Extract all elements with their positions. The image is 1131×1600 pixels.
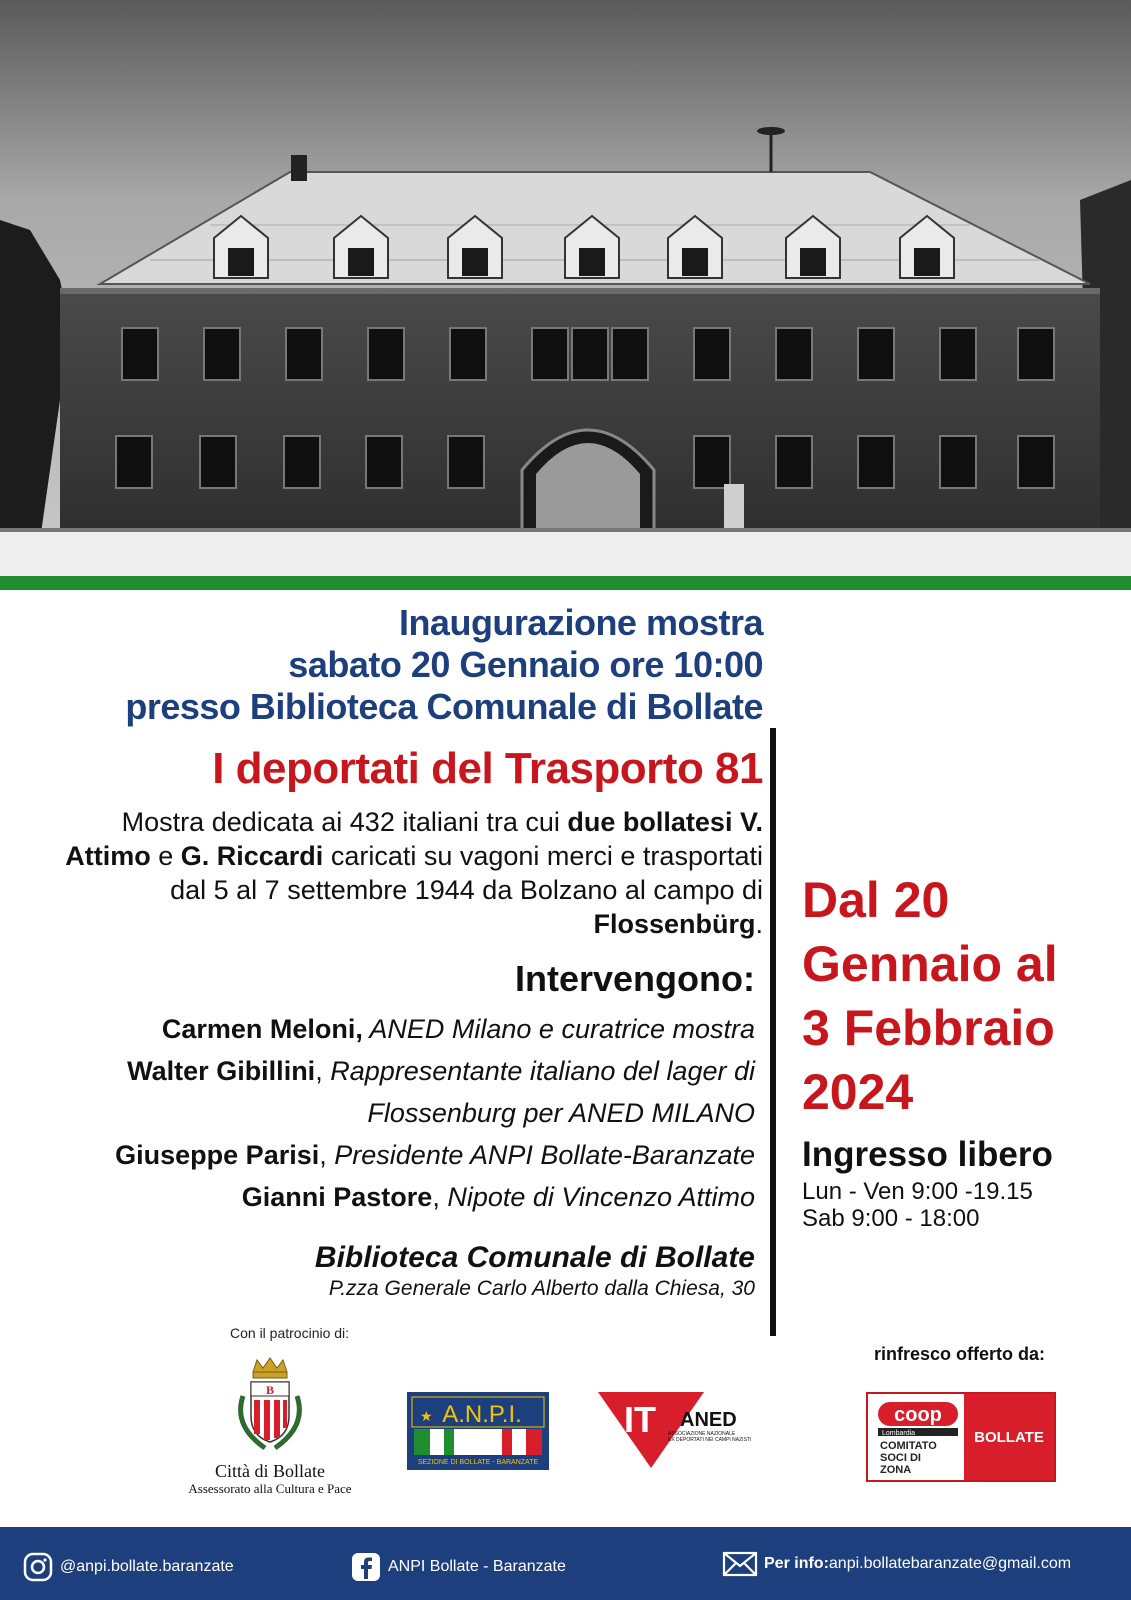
coop-region: Lombardia <box>882 1430 916 1437</box>
aned-triangle-icon <box>596 1390 756 1472</box>
patronage-label: Con il patrocinio di: <box>230 1325 350 1341</box>
facebook-page: ANPI Bollate - Baranzate <box>388 1558 566 1575</box>
info-label: Per info: <box>764 1555 829 1572</box>
comune-logo <box>170 1356 370 1496</box>
inauguration-line-1: Inaugurazione mostra <box>398 602 763 643</box>
instagram-link[interactable] <box>22 1551 234 1583</box>
aned-sub-2: EX DEPORTATI NEI CAMPI NAZISTI <box>668 1437 752 1443</box>
hours-weekdays: Lun - Ven 9:00 -19.15 <box>802 1178 1033 1205</box>
anpi-logo <box>407 1392 549 1470</box>
speakers-heading: Intervengono: <box>515 958 755 999</box>
exhibition-title: I deportati del Trasporto 81 <box>212 744 763 793</box>
anpi-section: SEZIONE DI BOLLATE - BARANZATE <box>417 1459 539 1466</box>
shield-letter: B <box>265 1383 275 1397</box>
anpi-flag-icon <box>410 1395 546 1467</box>
desc-text-4: . <box>755 909 763 939</box>
dates-line-4: 2024 <box>802 1064 914 1120</box>
desc-text-2: e <box>150 841 181 871</box>
coop-committee-1: COMITATO <box>880 1440 937 1452</box>
instagram-handle: @anpi.bollate.baranzate <box>60 1558 234 1575</box>
speakers-list <box>35 1008 755 1218</box>
dates-line-2: Gennaio al <box>802 936 1058 992</box>
speaker-name: Walter Gibillini <box>127 1056 316 1086</box>
green-band <box>0 576 1131 590</box>
comune-name: Città di Bollate <box>215 1461 325 1481</box>
email-address: anpi.bollatebaranzate@gmail.com <box>828 1555 1072 1572</box>
speaker-item <box>35 1050 755 1134</box>
exhibition-description <box>63 805 763 941</box>
aned-mark: IT <box>624 1399 656 1440</box>
instagram-icon <box>22 1551 54 1583</box>
coop-logo <box>866 1392 1056 1482</box>
speaker-separator: , <box>432 1182 448 1212</box>
vertical-divider <box>770 728 776 1336</box>
aned-sub-1: ASSOCIAZIONE NAZIONALE <box>668 1431 736 1437</box>
dates-line-1: Dal 20 <box>802 872 950 928</box>
desc-text-1: Mostra dedicata ai 432 italiani tra cui <box>121 807 568 837</box>
facebook-link[interactable] <box>350 1551 566 1583</box>
speaker-role: ANED Milano e curatrice mostra <box>362 1014 755 1044</box>
desc-bold-2: G. Riccardi <box>180 841 324 871</box>
coop-brand: coop <box>894 1404 942 1426</box>
desc-bold-3: Flossenbürg <box>593 909 756 939</box>
speaker-item <box>35 1134 755 1176</box>
coop-brand-icon <box>868 1394 1054 1480</box>
speaker-name: Giuseppe Parisi <box>115 1140 320 1170</box>
opening-hours <box>802 1178 1033 1232</box>
speaker-name: Gianni Pastore <box>241 1182 433 1212</box>
footer-bar <box>0 1527 1131 1600</box>
mail-icon <box>722 1551 758 1577</box>
speaker-name: Carmen Meloni, <box>161 1014 363 1044</box>
library-address: P.zza Generale Carlo Alberto dalla Chiesa, 30 <box>328 1277 755 1300</box>
speaker-role: Presidente ANPI Bollate-Baranzate <box>334 1140 755 1170</box>
exhibition-dates <box>802 868 1122 1124</box>
admission-label: Ingresso libero <box>802 1135 1053 1174</box>
inauguration-block <box>125 602 763 728</box>
anpi-name: A.N.P.I. <box>442 1401 522 1428</box>
aned-name: ANED <box>680 1409 737 1431</box>
speaker-role: Rappresentante italiano del lager di Flossenburg per ANED MILANO <box>330 1056 755 1128</box>
coop-town: BOLLATE <box>974 1429 1044 1446</box>
speaker-item <box>35 1008 755 1050</box>
dates-line-3: 3 Febbraio <box>802 1000 1055 1056</box>
coop-committee-3: ZONA <box>880 1464 912 1476</box>
speaker-item <box>35 1176 755 1218</box>
hours-saturday: Sab 9:00 - 18:00 <box>802 1205 980 1232</box>
coop-committee-2: SOCI DI <box>880 1452 921 1464</box>
comune-subtitle: Assessorato alla Cultura e Pace <box>188 1481 352 1496</box>
building-illustration <box>0 0 1131 576</box>
refreshments-label: rinfresco offerto da: <box>874 1344 1046 1364</box>
library-name: Biblioteca Comunale di Bollate <box>314 1241 755 1274</box>
inauguration-line-2: sabato 20 Gennaio ore 10:00 <box>288 644 763 685</box>
coat-of-arms-icon <box>225 1356 315 1456</box>
aned-logo <box>596 1390 756 1472</box>
speaker-separator: , <box>319 1140 335 1170</box>
email-link[interactable] <box>722 1551 1071 1577</box>
svg-text:★: ★ <box>420 1408 433 1424</box>
hero-photo <box>0 0 1131 576</box>
desc-text-3: caricati su vagoni merci e trasportati dal 5 al 7 settembre 1944 da Bolzano al campo di <box>170 841 763 905</box>
speaker-separator: , <box>315 1056 331 1086</box>
facebook-icon <box>350 1551 382 1583</box>
inauguration-line-3: presso Biblioteca Comunale di Bollate <box>125 686 763 727</box>
desc-bold-1: due bollatesi V. Attimo <box>65 807 763 871</box>
speaker-role: Nipote di Vincenzo Attimo <box>447 1182 755 1212</box>
library-block <box>315 1240 755 1302</box>
